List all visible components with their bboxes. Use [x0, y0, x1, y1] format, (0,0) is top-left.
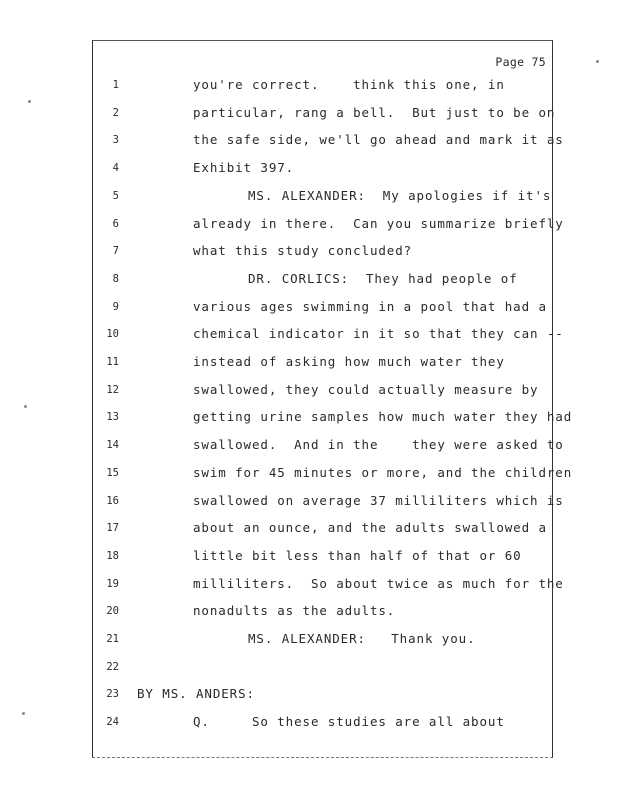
transcript-page	[92, 40, 573, 758]
line-text: the safe side, we'll go ahead and mark it as	[193, 132, 564, 148]
page-number: Page 75	[495, 55, 546, 69]
transcript-line	[93, 464, 573, 485]
transcript-line	[93, 437, 564, 457]
line-text: getting urine samples how much water they had	[193, 409, 573, 425]
line-number: 21	[106, 633, 119, 645]
line-number: 6	[112, 217, 119, 230]
line-number: 10	[106, 328, 119, 341]
line-number: 19	[106, 577, 119, 590]
line-number: 15	[106, 466, 119, 479]
line-number: 14	[106, 439, 119, 452]
line-text: instead of asking how much water they	[193, 354, 505, 369]
line-number: 16	[106, 494, 119, 507]
line-number: 13	[106, 411, 119, 424]
transcript-line	[93, 659, 554, 679]
line-text: you're correct. think this one, in	[193, 77, 505, 92]
transcript-line	[93, 160, 554, 180]
line-number: 12	[106, 383, 119, 396]
line-text: swim for 45 minutes or more, and the children	[193, 464, 573, 480]
line-text: DR. CORLICS: They had people of	[248, 270, 518, 286]
line-text: particular, rang a bell. But just to be on	[193, 104, 556, 120]
transcript-line	[93, 188, 554, 208]
transcript-line	[93, 299, 554, 319]
line-number: 3	[112, 134, 119, 147]
line-number: 7	[112, 245, 119, 258]
line-number: 9	[112, 300, 119, 313]
transcript-line	[93, 631, 554, 651]
line-text: Exhibit 397.	[193, 160, 295, 176]
transcript-line	[93, 215, 564, 236]
transcript-line	[93, 105, 554, 125]
line-number: 18	[106, 549, 119, 562]
line-text: Q. So these studies are all about	[193, 714, 505, 730]
margin-speck	[24, 405, 27, 408]
line-number: 11	[106, 356, 119, 368]
transcript-line	[93, 520, 554, 540]
line-number: 8	[112, 272, 119, 285]
line-text: nonadults as the adults.	[193, 603, 396, 619]
margin-speck	[28, 100, 31, 103]
transcript-line	[93, 548, 554, 568]
line-text: about an ounce, and the adults swallowed a	[193, 520, 547, 536]
line-number: 23	[106, 688, 119, 701]
transcript-line	[93, 686, 554, 706]
transcript-line	[93, 271, 554, 291]
line-text: swallowed, they could actually measure by	[193, 381, 539, 397]
line-text: what this study concluded?	[193, 243, 413, 259]
line-number: 17	[106, 522, 119, 535]
transcript-line	[93, 603, 554, 623]
line-number: 4	[112, 162, 119, 175]
line-text: MS. ALEXANDER: My apologies if it's	[248, 187, 552, 203]
line-text: BY MS. ANDERS:	[137, 686, 255, 702]
transcript-line	[93, 492, 564, 513]
transcript-line	[93, 326, 564, 346]
line-text: various ages swimming in a pool that had a	[193, 298, 547, 314]
line-text: swallowed on average 37 milliliters which is	[193, 492, 564, 508]
line-number: 5	[112, 189, 119, 202]
line-text: swallowed. And in the they were asked to	[193, 437, 564, 453]
line-number: 22	[106, 660, 119, 673]
transcript-line	[93, 714, 554, 734]
line-number: 24	[106, 716, 119, 729]
line-text: milliliters. So about twice as much for the	[193, 575, 564, 591]
line-number: 20	[106, 605, 119, 618]
transcript-line	[93, 354, 554, 374]
margin-speck	[596, 60, 599, 63]
line-number: 2	[112, 106, 119, 119]
line-number: 1	[112, 79, 119, 91]
transcript-line	[93, 575, 564, 596]
transcript-line	[93, 132, 564, 152]
line-text: chemical indicator in it so that they can --	[193, 326, 564, 342]
transcript-line	[93, 409, 573, 429]
transcript-line	[93, 382, 554, 402]
line-text: already in there. Can you summarize briefly	[193, 215, 564, 231]
line-text: little bit less than half of that or 60	[193, 547, 522, 563]
line-text: MS. ALEXANDER: Thank you.	[248, 631, 476, 646]
margin-speck	[22, 712, 25, 715]
transcript-line	[93, 243, 554, 263]
transcript-line	[93, 77, 554, 97]
